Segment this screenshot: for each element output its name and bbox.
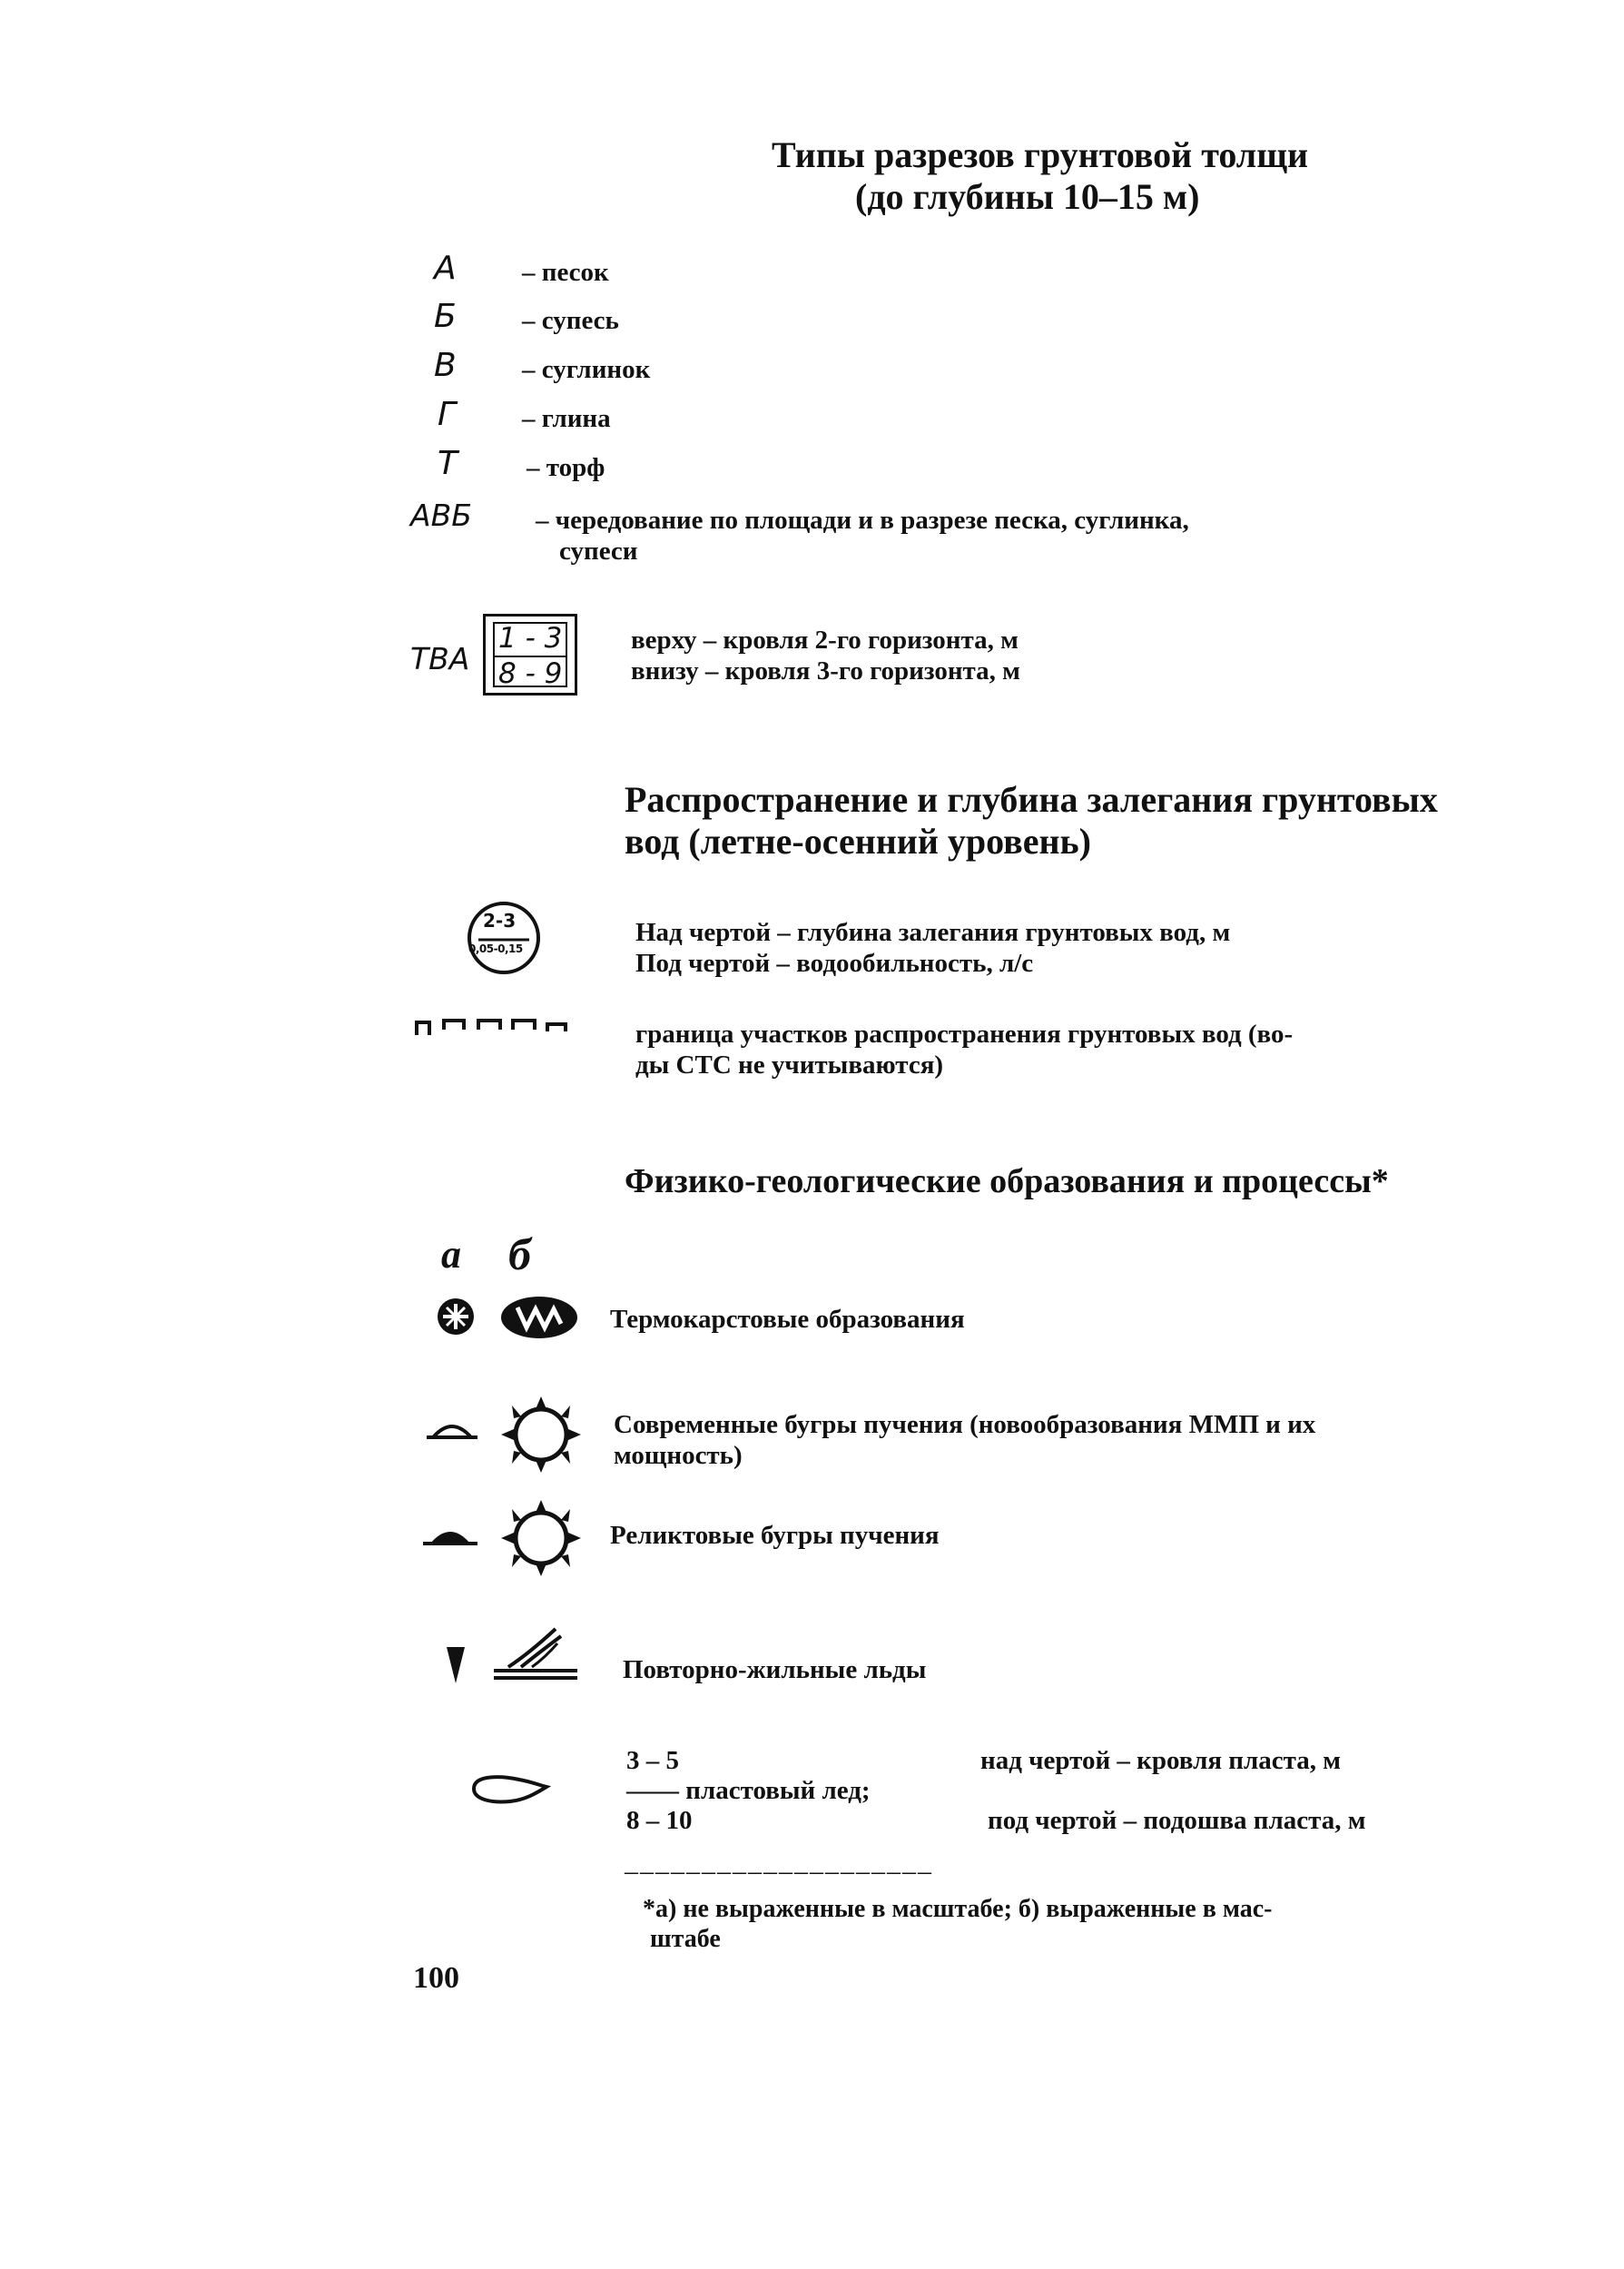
horizon-caption-bottom: внизу – кровля 3-го горизонта, м xyxy=(631,656,1020,686)
legend-symbol-sandy-loam: Б xyxy=(434,298,457,335)
alternation-line2: супеси xyxy=(559,537,638,566)
ice-wedge-caption: Повторно-жильные льды xyxy=(623,1655,927,1684)
boundary-caption-line2: ды СТС не учитываются) xyxy=(635,1051,944,1080)
sheet-ice-label: –––– пластовый лед; xyxy=(626,1776,871,1805)
legend-text-loam: – суглинок xyxy=(522,355,651,384)
legend-symbol-loam: В xyxy=(434,347,457,384)
horizon-box-top: 1 - 3 xyxy=(498,622,563,655)
legend-symbol-peat: Т xyxy=(438,445,458,482)
sheet-ice-top-value: 3 – 5 xyxy=(626,1746,679,1775)
section2-title xyxy=(625,779,1496,863)
modern-mound-caption-line2: мощность) xyxy=(614,1441,743,1470)
groundwater-circle-caption xyxy=(635,917,1452,979)
horizon-box-caption xyxy=(631,625,1266,686)
section1-title-line2: (до глубины 10–15 м) xyxy=(855,176,1200,217)
legend-text-clay: – глина xyxy=(522,404,611,433)
legend-symbol-alternation: АВБ xyxy=(410,498,472,533)
groundwater-boundary-icon xyxy=(413,1015,576,1039)
modern-mound-caption xyxy=(614,1409,1521,1471)
thermokarst-large-icon xyxy=(499,1295,579,1340)
footnote-line2: штабе xyxy=(650,1925,721,1953)
legend-symbol-clay: Г xyxy=(438,396,457,433)
groundwater-circle-top: 2-3 xyxy=(483,910,517,932)
legend-text-alternation xyxy=(536,505,1380,567)
sheet-ice-caption-top: над чертой – кровля пласта, м xyxy=(980,1746,1341,1775)
groundwater-caption-line1: Над чертой – глубина залегания грунтовых вод, м xyxy=(635,918,1231,947)
section2-title-line1: Распространение и глубина залегания грунтовых xyxy=(625,779,1438,820)
sheet-ice-bottom-value: 8 – 10 xyxy=(626,1806,693,1835)
section1-title-line1: Типы разрезов грунтовой толщи xyxy=(772,134,1309,175)
ice-wedge-small-icon xyxy=(445,1645,467,1685)
section2-title-line2: вод (летне-осенний уровень) xyxy=(625,821,1092,862)
modern-mound-small-icon xyxy=(425,1416,479,1444)
relict-mound-caption: Реликтовые бугры пучения xyxy=(610,1521,940,1550)
horizon-caption-top: верху – кровля 2-го горизонта, м xyxy=(631,626,1019,655)
legend-text-peat: – торф xyxy=(527,453,605,482)
footnote xyxy=(643,1894,1469,1954)
groundwater-circle-bottom: 0,05-0,15 xyxy=(468,942,523,955)
groundwater-boundary-caption xyxy=(635,1019,1452,1080)
sheet-ice-caption-bottom: под чертой – подошва пласта, м xyxy=(988,1806,1366,1835)
horizon-box-bottom: 8 - 9 xyxy=(498,657,563,690)
modern-mound-large-icon xyxy=(494,1389,588,1476)
column-label-b: б xyxy=(508,1228,531,1279)
horizon-box xyxy=(483,614,577,695)
legend-text-sand: – песок xyxy=(522,258,609,287)
relict-mound-small-icon xyxy=(421,1522,479,1549)
modern-mound-caption-line1: Современные бугры пучения (новообразования ММП и их xyxy=(614,1410,1316,1439)
legend-symbol-sand: А xyxy=(434,250,457,287)
boundary-caption-line1: граница участков распространения грунтовых вод (во- xyxy=(635,1020,1294,1049)
thermokarst-small-icon xyxy=(436,1297,476,1337)
groundwater-caption-line2: Под чертой – водообильность, л/с xyxy=(635,949,1034,978)
footnote-line1: *а) не выраженные в масштабе; б) выраженные в мас- xyxy=(643,1895,1273,1923)
section1-title xyxy=(772,134,1334,218)
sheet-ice-icon xyxy=(467,1767,550,1809)
footnote-rule: –––––––––––––––––––– xyxy=(625,1856,933,1886)
page-number: 100 xyxy=(413,1961,459,1995)
alternation-line1: – чередование по площади и в разрезе песка, суглинка, xyxy=(536,506,1189,535)
box-prefix: ТВА xyxy=(410,641,470,676)
column-label-a: а xyxy=(441,1232,461,1277)
legend-text-sandy-loam: – супесь xyxy=(522,306,619,335)
relict-mound-large-icon xyxy=(494,1493,588,1580)
ice-wedge-large-icon xyxy=(490,1625,581,1685)
thermokarst-caption: Термокарстовые образования xyxy=(610,1305,965,1334)
section3-title: Физико-геологические образования и процессы* xyxy=(625,1162,1389,1200)
